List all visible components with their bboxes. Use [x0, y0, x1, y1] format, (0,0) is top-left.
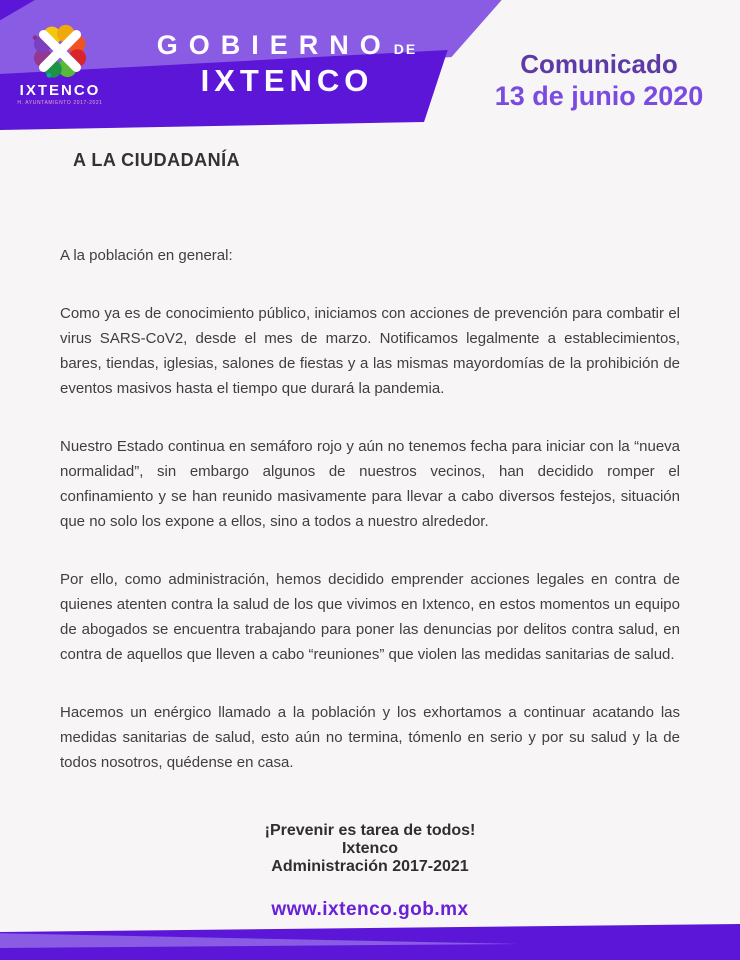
- comunicado-block: [474, 50, 724, 111]
- brand-line-gobierno: [112, 30, 462, 61]
- comunicado-date: 13 de junio 2020: [494, 80, 704, 111]
- paragraph-3: Por ello, como administración, hemos decidido emprender acciones legales en contra de quienes atenten contra la salud de los que vivimos en Ixtenco, en estos momentos un equipo de abogados se encuentra trabajando para poner las denuncias por delitos contra salud, en contra de aquellos que lleven a cabo “reuniones” que violen las medidas sanitarias de salud.: [60, 571, 680, 663]
- document-body: [0, 136, 740, 921]
- salutation: A la población en general:: [60, 247, 233, 264]
- closing-slogan: ¡Prevenir es tarea de todos!: [264, 822, 476, 839]
- brand-de-text: DE: [393, 41, 418, 57]
- ixtenco-logo: [12, 22, 108, 106]
- header-banner: [0, 0, 740, 136]
- paragraph-4: Hacemos un enérgico llamado a la población y los exhortamos a continuar acatando las medidas sanitarias de salud, esto aún no termina, tómenlo en serio y por su salud y la de todos nosotros, quédense en casa.: [60, 704, 680, 771]
- logo-subtitle: H. AYUNTAMIENTO 2017-2021: [17, 100, 103, 106]
- footer-banner: [0, 920, 740, 960]
- logo-name: IXTENCO: [19, 82, 101, 99]
- closing-block: [60, 822, 680, 876]
- website-link[interactable]: www.ixtenco.gob.mx: [271, 899, 469, 920]
- comunicado-title: Comunicado: [520, 49, 678, 79]
- brand-line-ixtenco: IXTENCO: [200, 63, 374, 98]
- paragraph-1: Como ya es de conocimiento público, iniciamos con acciones de prevención para combatir el virus SARS-CoV2, desde el mes de marzo. Notificamos legalmente a establecimientos, bares, tiendas, iglesias, salones de fiestas y a las mismas mayordomías de la prohibición de eventos masivos hasta el tiempo que durará la pandemia.: [60, 305, 680, 397]
- document-heading: A LA CIUDADANÍA: [73, 150, 241, 170]
- ixtenco-flower-icon: [12, 22, 108, 80]
- closing-town: Ixtenco: [341, 840, 398, 857]
- closing-administration: Administración 2017-2021: [271, 858, 469, 875]
- paragraph-2: Nuestro Estado continua en semáforo rojo y aún no tenemos fecha para iniciar con la “nueva normalidad”, sin embargo algunos de nuestros vecinos, han decidido romper el confinamiento y se han reunido masivamente para llevar a cabo diversos festejos, situación que no solo los expone a ellos, sino a todos a nuestro alrededor.: [60, 438, 680, 530]
- government-brand: [112, 30, 462, 99]
- brand-gobierno-text: GOBIERNO: [156, 30, 392, 60]
